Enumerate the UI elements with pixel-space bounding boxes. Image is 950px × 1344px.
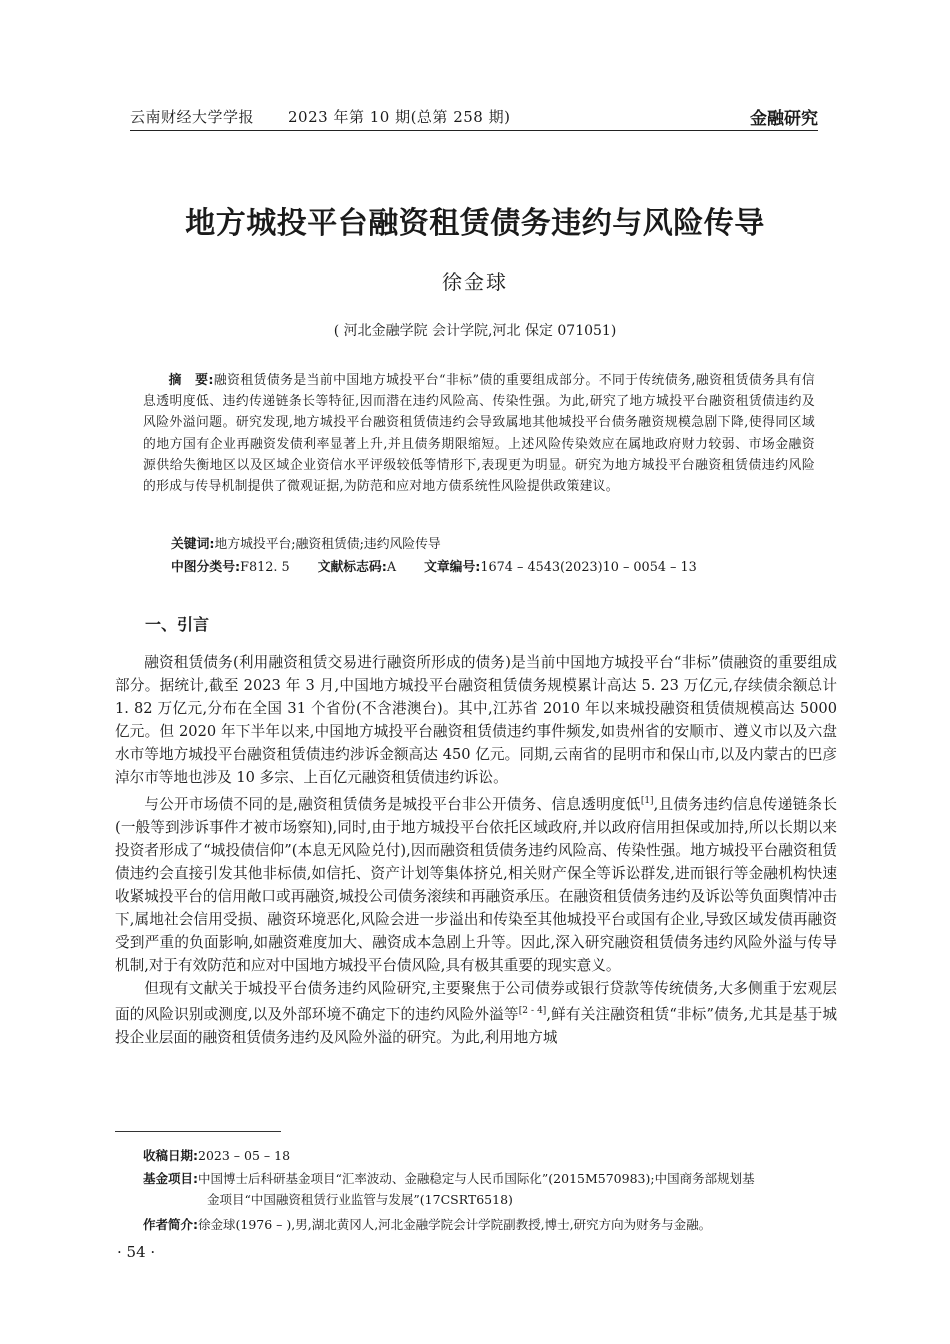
- journal-info: [130, 106, 544, 127]
- clc-value: F812. 5: [240, 560, 290, 575]
- doc-code-label: 文献标志码:: [317, 560, 387, 575]
- fund-info: 基金项目:中国博士后科研基金项目“汇率波动、金融稳定与人民币国际化”(2015M570983);中国商务部规划基 金项目“中国融资租赁行业监管与发展”(17CSRT6518): [143, 1171, 755, 1207]
- paragraph: 但现有文献关于城投平台债务违约风险研究,主要聚焦于公司债券或银行贷款等传统债务,大多侧重于宏观层面的风险识别或测度,以及外部环境不确定下的违约风险外溢等[2 - 4],鲜有关注融资租赁“非标”债务,尤其是基于城投企业层面的融资租赁债务违约及风险外溢的研究。为此,利用地方城: [115, 980, 837, 1047]
- article-number-label: 文章编号:: [424, 560, 481, 575]
- classification-line: [171, 556, 697, 575]
- doc-code-value: A: [386, 560, 397, 575]
- paper-title: 地方城投平台融资租赁债务违约与风险传导: [185, 206, 765, 241]
- received-date: 收稿日期:2023 – 05 – 18: [143, 1148, 291, 1163]
- keywords-label: 关键词:: [171, 537, 215, 552]
- article-number-value: 1674 – 4543(2023)10 – 0054 – 13: [480, 560, 697, 575]
- abstract-label: 摘 要:: [168, 373, 214, 388]
- author-name: 徐金球: [442, 270, 508, 294]
- affiliation: ( 河北金融学院 会计学院,河北 保定 071051): [333, 323, 617, 339]
- citation-ref[interactable]: [1]: [640, 795, 654, 806]
- section-heading: 一、引言: [145, 615, 210, 634]
- paragraph: 与公开市场债不同的是,融资租赁债务是城投平台非公开债务、信息透明度低[1],且债务违约信息传递链条长(一般等到涉诉事件才被市场察知),同时,由于地方城投平台依托区域政府,并以政府信用担保或加持,所以长期以来投资者形成了“城投债信仰”(本息无风险兑付),因而融资租赁债务违约风险高、传染性强。地方城投平台融资租赁债违约会直接引发其他非标债,如信托、资产计划等集体挤兑,相关财产保全等诉讼群发,进而银行等金融机构快速收紧城投平台的信用敞口或再融资,城投公司债务滚续和再融资承压。在融资租赁债务违约及诉讼等负面舆情冲击下,属地社会信用受损、融资环境恶化,风险会进一步溢出和传染至其他城投平台或国有企业,导致区域发债再融资受到严重的负面影响,如融资难度加大、融资成本急剧上升等。因此,深入研究融资租赁债务违约风险外溢与传导机制,对于有效防范和应对中国地方城投平台债风险,具有极其重要的现实意义。: [115, 795, 837, 975]
- running-header: [130, 104, 818, 131]
- issue-info: 2023 年第 10 期(总第 258 期): [288, 108, 511, 126]
- body-text: [115, 651, 837, 1049]
- footnote-divider: [115, 1131, 281, 1132]
- page-number: · 54 ·: [117, 1243, 156, 1261]
- abstract-text: 融资租赁债务是当前中国地方城投平台“非标”债的重要组成部分。不同于传统债务,融资租赁债务具有信息透明度低、违约传递链条长等特征,因而潜在违约风险高、传染性强。为此,研究了地方城投平台融资租赁债违约及风险外溢问题。研究发现,地方城投平台融资租赁债违约会导致属地其他城投平台债务融资规模急剧下降,使得同区域的地方国有企业再融资发债利率显著上升,并且债务期限缩短。上述风险传染效应在属地政府财力较弱、市场金融资源供给失衡地区以及区域企业资信水平评级较低等情形下,表现更为明显。研究为地方城投平台融资租赁债违约风险的形成与传导机制提供了微观证据,为防范和应对地方债系统性风险提供政策建议。: [143, 373, 815, 495]
- clc-label: 中图分类号:: [171, 560, 241, 575]
- keywords: [171, 533, 441, 552]
- author-bio: 作者简介:徐金球(1976 – ),男,湖北黄冈人,河北金融学院会计学院副教授,博士,研究方向为财务与金融。: [143, 1217, 712, 1232]
- abstract: [143, 370, 815, 497]
- citation-ref[interactable]: [2 - 4]: [518, 1006, 547, 1017]
- keywords-text: 地方城投平台;融资租赁债;违约风险传导: [214, 537, 441, 552]
- journal-name: 云南财经大学学报: [130, 108, 255, 126]
- section-tag: 金融研究: [750, 109, 818, 129]
- paragraph: 融资租赁债务(利用融资租赁交易进行融资所形成的债务)是当前中国地方城投平台“非标”债融资的重要组成部分。据统计,截至 2023 年 3 月,中国地方城投平台融资租赁债务规模累计高达 5. 23 万亿元,存续债余额总计 1. 82 万亿元,分布在全国 31 个省份(不含港澳台)。其中,江苏省 2010 年以来城投融资租赁债规模高达 5000 亿元。但 2020 年下半年以来,中国地方城投平台融资租赁债违约事件频发,如贵州省的安顺市、遵义市以及六盘水市等地方城投平台融资租赁债违约涉诉金额高达 450 亿元。同期,云南省的昆明市和保山市,以及内蒙古的巴彦淖尔市等地也涉及 10 多宗、上百亿元融资租赁债违约诉讼。: [115, 654, 837, 787]
